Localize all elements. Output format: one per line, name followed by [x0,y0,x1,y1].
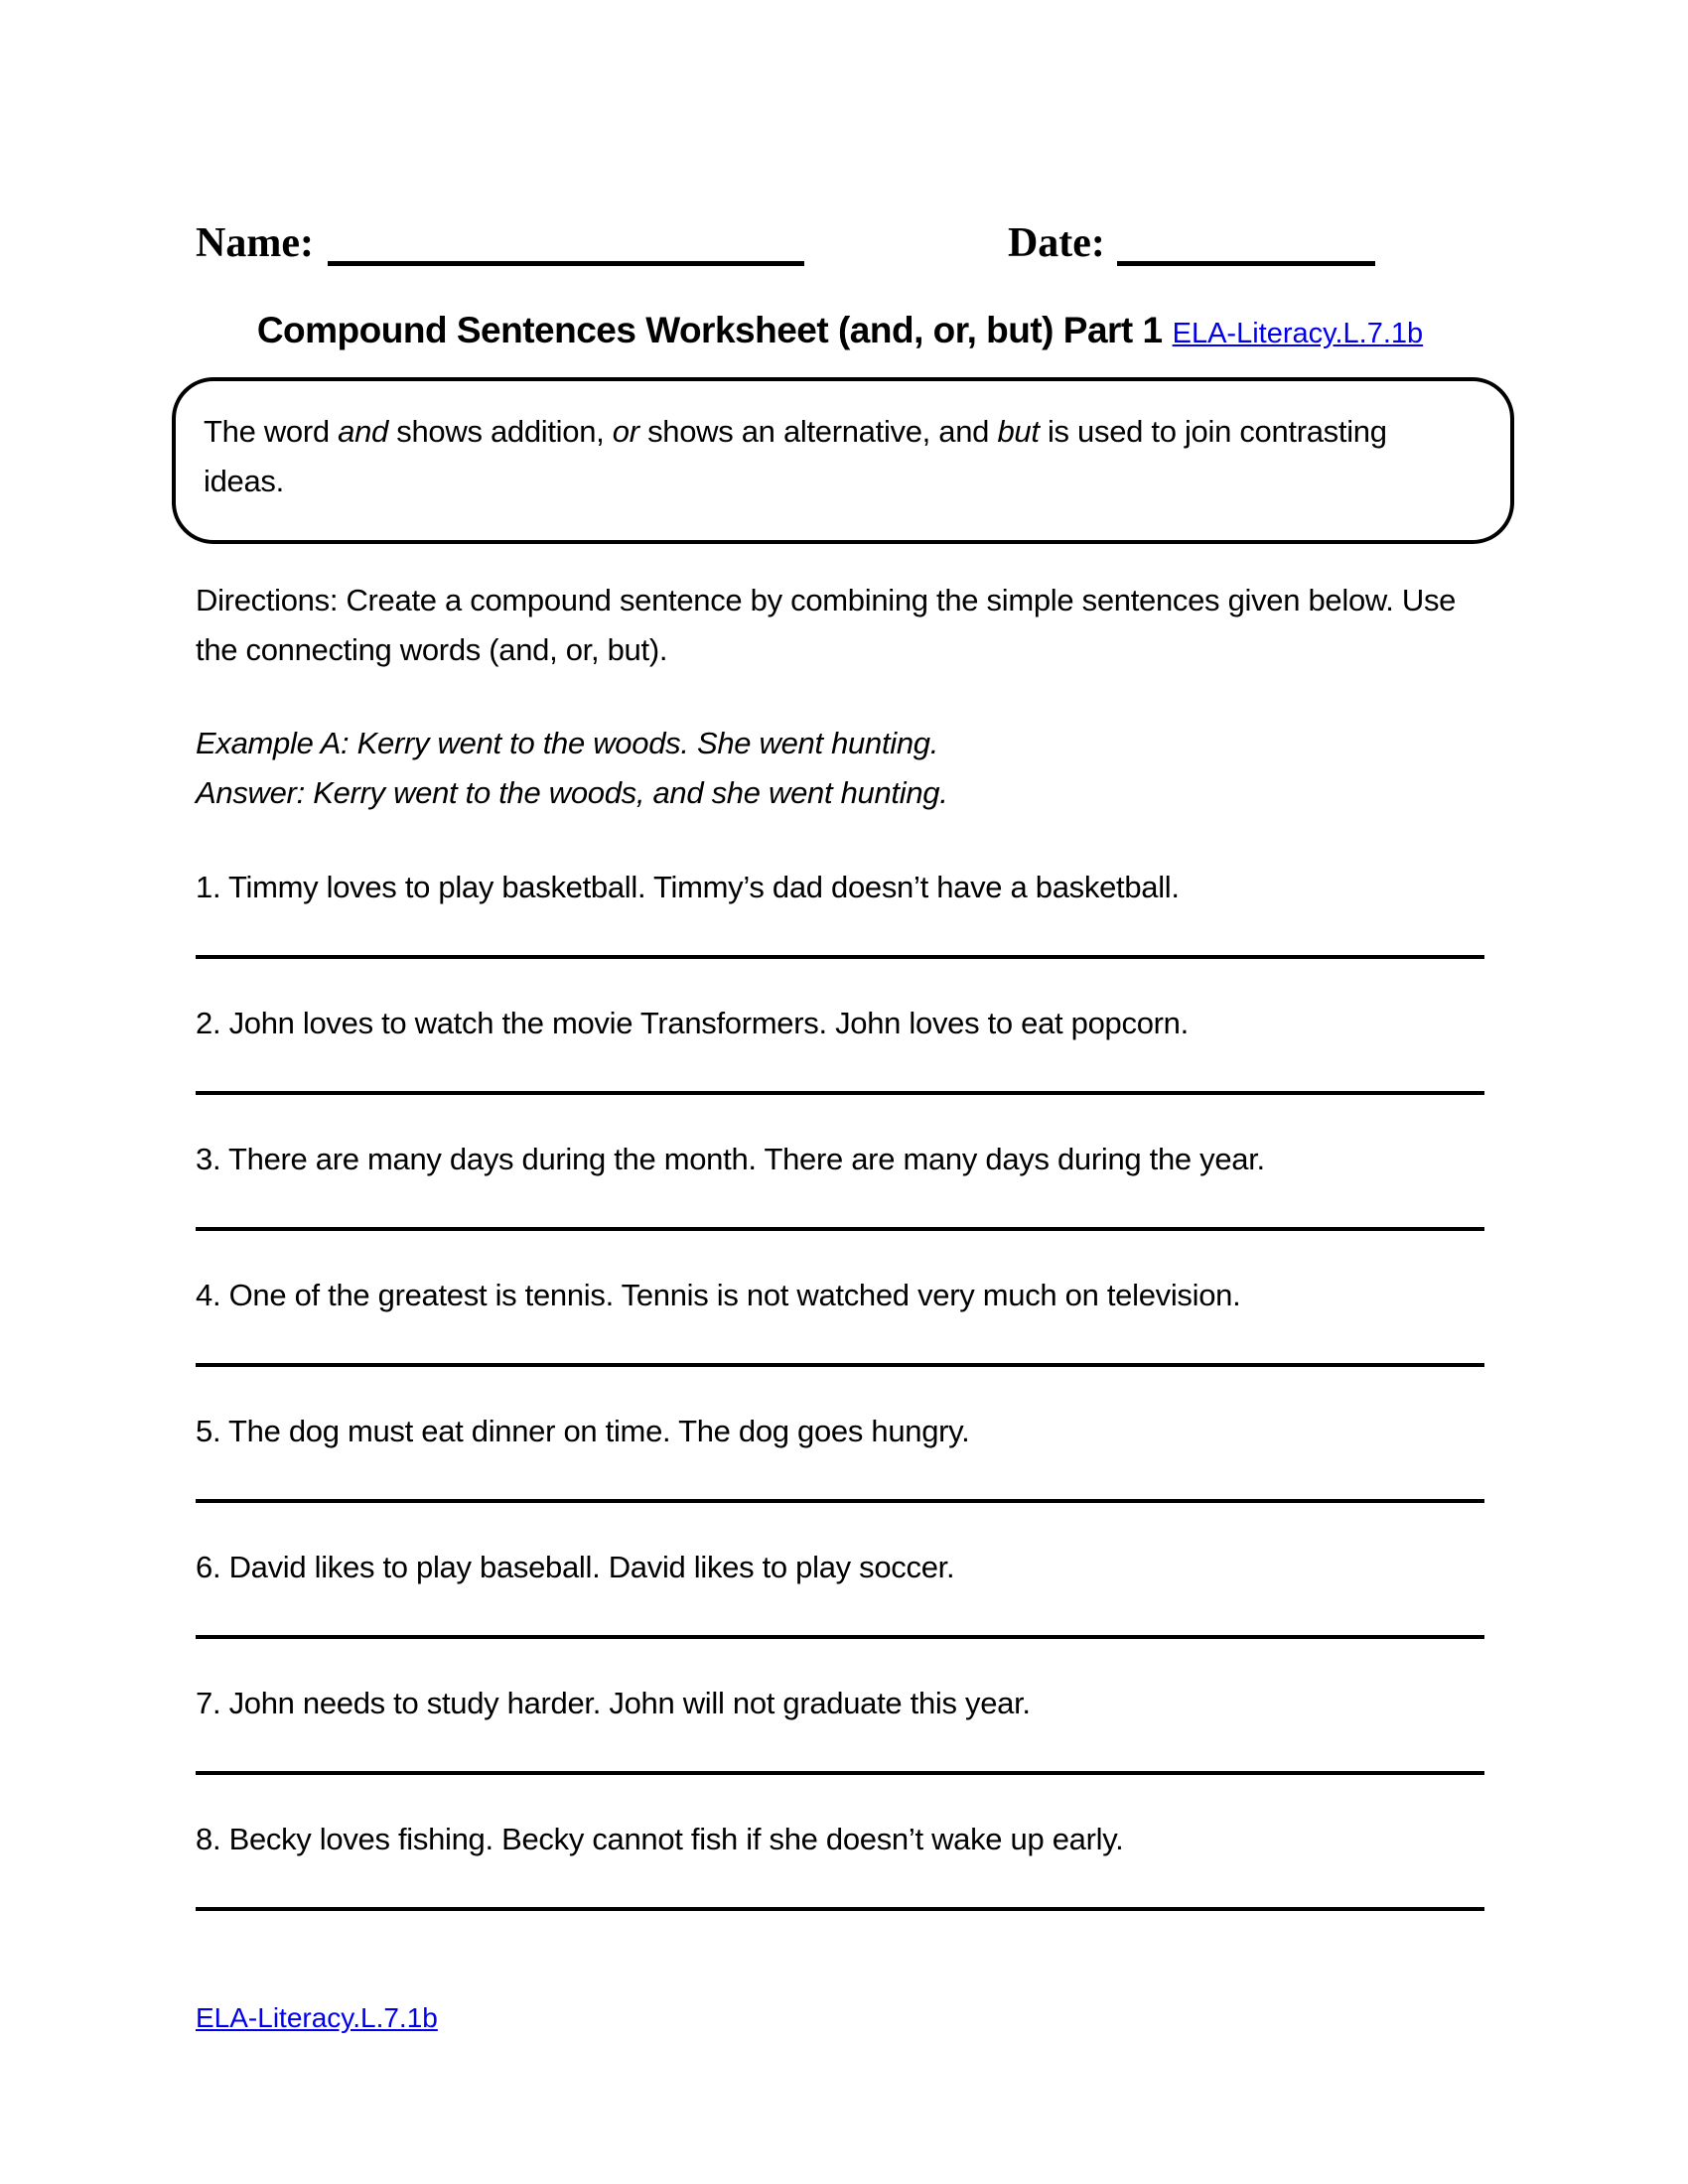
item-sentence: 6. David likes to play baseball. David likes to play soccer. [196,1550,955,1585]
worksheet-item [196,1006,1484,1095]
footer [196,2002,1484,2034]
item-sentence: 3. There are many days during the month. There are many days during the year. [196,1142,1265,1177]
worksheet-item [196,870,1484,959]
example-block [196,719,1484,818]
item-sentence: 4. One of the greatest is tennis. Tennis is not watched very much on television. [196,1278,1241,1313]
item-sentence: 2. John loves to watch the movie Transformers. John loves to eat popcorn. [196,1006,1189,1041]
directions-text: Directions: Create a compound sentence by combining the simple sentences given below. Use the connecting words (and, or, but). [196,583,1457,668]
worksheet-item [196,1142,1484,1231]
example-line: Example A: Kerry went to the woods. She went hunting. [196,726,939,761]
title-row [196,310,1484,351]
worksheet-items [196,870,1484,1911]
footer-standard-link[interactable]: ELA-Literacy.L.7.1b [196,2002,438,2034]
answer-line [196,1227,1484,1231]
answer-line [196,1907,1484,1911]
date-label: Date: [1007,220,1105,266]
worksheet-item [196,1550,1484,1639]
answer-line [196,1363,1484,1367]
item-sentence: 5. The dog must eat dinner on time. The dog goes hungry. [196,1414,970,1449]
date-blank-line [1117,221,1375,266]
answer-line [196,1091,1484,1095]
answer-line [196,1499,1484,1503]
date-group [1008,220,1375,266]
answer-line [196,1771,1484,1775]
name-blank-line [328,221,804,266]
answer-line [196,1635,1484,1639]
answer-line [196,955,1484,959]
item-sentence: 1. Timmy loves to play basketball. Timmy’s dad doesn’t have a basketball. [196,870,1180,905]
example-answer-line: Answer: Kerry went to the woods, and she went hunting. [196,775,948,811]
info-box: The word and shows addition, or shows an alternative, and but is used to join contrasting ideas. [172,377,1514,544]
item-sentence: 8. Becky loves fishing. Becky cannot fish if she doesn’t wake up early. [196,1822,1124,1857]
worksheet-item [196,1686,1484,1775]
header-row [196,220,1484,266]
worksheet-item [196,1414,1484,1503]
worksheet-item [196,1278,1484,1367]
item-sentence: 7. John needs to study harder. John will not graduate this year. [196,1686,1031,1721]
name-label: Name: [196,220,314,266]
worksheet-item [196,1822,1484,1911]
title-standard-link[interactable]: ELA-Literacy.L.7.1b [1172,318,1424,350]
page-title: Compound Sentences Worksheet (and, or, but) Part 1 [256,310,1163,351]
